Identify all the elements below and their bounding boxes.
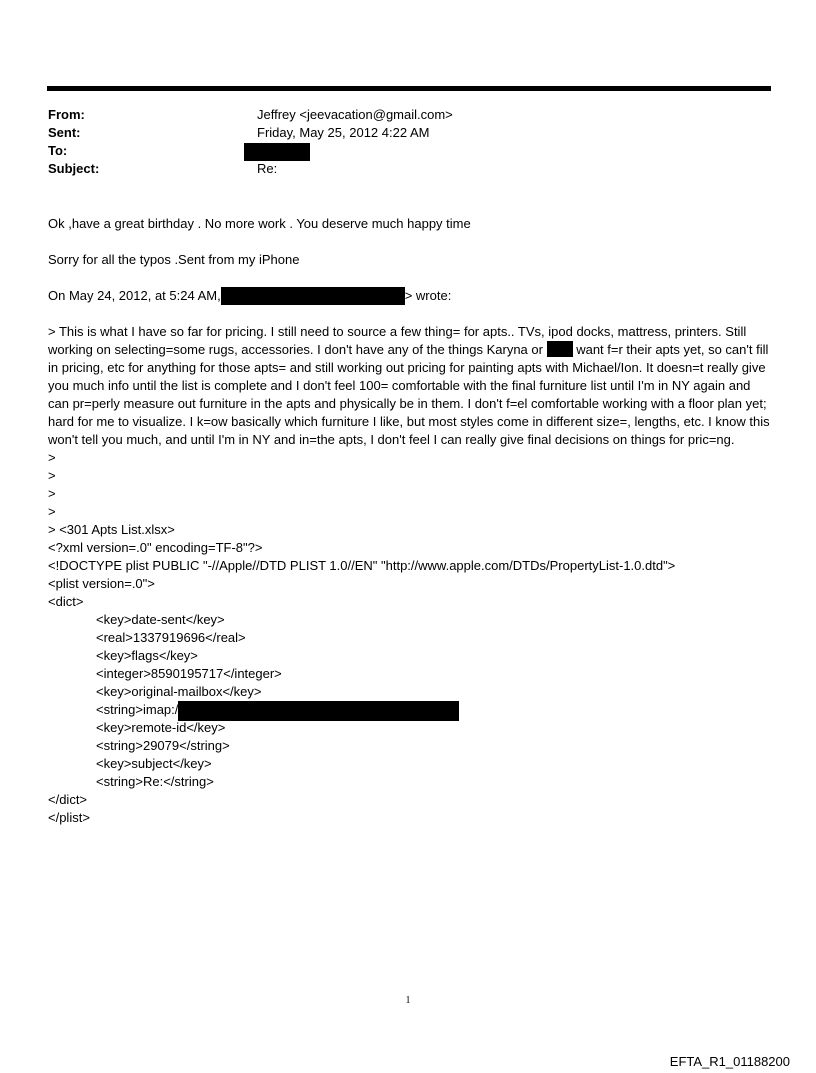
subject-label: Subject: — [48, 161, 100, 176]
to-row — [48, 142, 648, 160]
to-label: To: — [48, 143, 68, 158]
quote-text: > This is what I have so far for pricing. I still need to source a few thing= for apts.. TVs, ipod docks, mattress, printers. Still working on selecting=some rugs, accessories. I don't have any of the things Karyna or — [48, 324, 747, 357]
subject-row — [48, 160, 648, 178]
page-number: 1 — [405, 995, 411, 1006]
plist-line: <key>date-sent</key> — [96, 612, 225, 627]
plist-line: <key>remote-id</key> — [96, 720, 226, 735]
bates-number: EFTA_R1_01188200 — [669, 1054, 790, 1069]
plist-line: <real>1337919696</real> — [96, 630, 246, 645]
wrote-line — [48, 287, 772, 305]
subject-value: Re: — [257, 161, 278, 176]
plist-line: <?xml version=.0" encoding=TF-8"?> — [48, 540, 263, 555]
plist-line: </plist> — [48, 810, 90, 825]
plist-string-imap: <string>imap:/ — [96, 702, 179, 717]
sent-row — [48, 124, 648, 142]
plist-line: <!DOCTYPE plist PUBLIC "-//Apple//DTD PLIST 1.0//EN" "http://www.apple.com/DTDs/PropertyList-1.0.dtd"> — [48, 558, 676, 573]
plist-line: <key>subject</key> — [96, 756, 212, 771]
plist-line — [48, 701, 772, 719]
plist-line: <integer>8590195717</integer> — [96, 666, 282, 681]
wrote-prefix: On May 24, 2012, at 5:24 AM, — [48, 288, 221, 303]
plist-line: </dict> — [48, 792, 88, 807]
redaction-box — [221, 287, 405, 305]
sent-value: Friday, May 25, 2012 4:22 AM — [257, 125, 430, 140]
plist-line: <key>original-mailbox</key> — [96, 684, 262, 699]
header-rule — [47, 86, 771, 91]
plist-line: <dict> — [48, 594, 84, 609]
quote-text: want f=r their apts yet, so can't fill in pricing, etc for anything for those apts= and still working out pricing for painting apts with Michael/Ion. It doesn=t really give you much info until the list is complete and I don't feel 100= comfortable with the final furniture list until I'm in NY again and can pr=perly measure out furniture in the apts and physically be in them. I don't f=el comfortable working with a floor plan yet; hard for me to visualize. I k=ow basically which furniture I like, but most styles come in different size=, lengths, etc. I know this won't tell you much, and until I'm in NY and in=the apts, I don't feel I can really give final decisions on things for pric=ng. — [48, 342, 770, 447]
from-row — [48, 106, 648, 124]
from-label: From: — [48, 107, 85, 122]
quote-marker: > — [48, 504, 56, 519]
message-body — [48, 215, 772, 827]
sent-label: Sent: — [48, 125, 81, 140]
redaction-box — [244, 143, 310, 161]
wrote-suffix: > wrote: — [404, 288, 452, 303]
quoted-paragraph — [48, 323, 772, 449]
message-line: Sorry for all the typos .Sent from my iPhone — [48, 252, 300, 267]
plist-line: <string>Re:</string> — [96, 774, 214, 789]
quote-marker: > — [48, 468, 56, 483]
quote-marker: > — [48, 450, 56, 465]
plist-line: <string>29079</string> — [96, 738, 230, 753]
redaction-box — [547, 341, 573, 357]
plist-line: <key>flags</key> — [96, 648, 198, 663]
quote-marker: > — [48, 486, 56, 501]
redaction-box — [178, 701, 459, 721]
to-value — [257, 142, 310, 161]
from-value: Jeffrey <jeevacation@gmail.com> — [257, 107, 453, 122]
message-line: Ok ,have a great birthday . No more work . You deserve much happy time — [48, 216, 471, 231]
attachment-line: > <301 Apts List.xlsx> — [48, 522, 175, 537]
plist-line: <plist version=.0"> — [48, 576, 155, 591]
